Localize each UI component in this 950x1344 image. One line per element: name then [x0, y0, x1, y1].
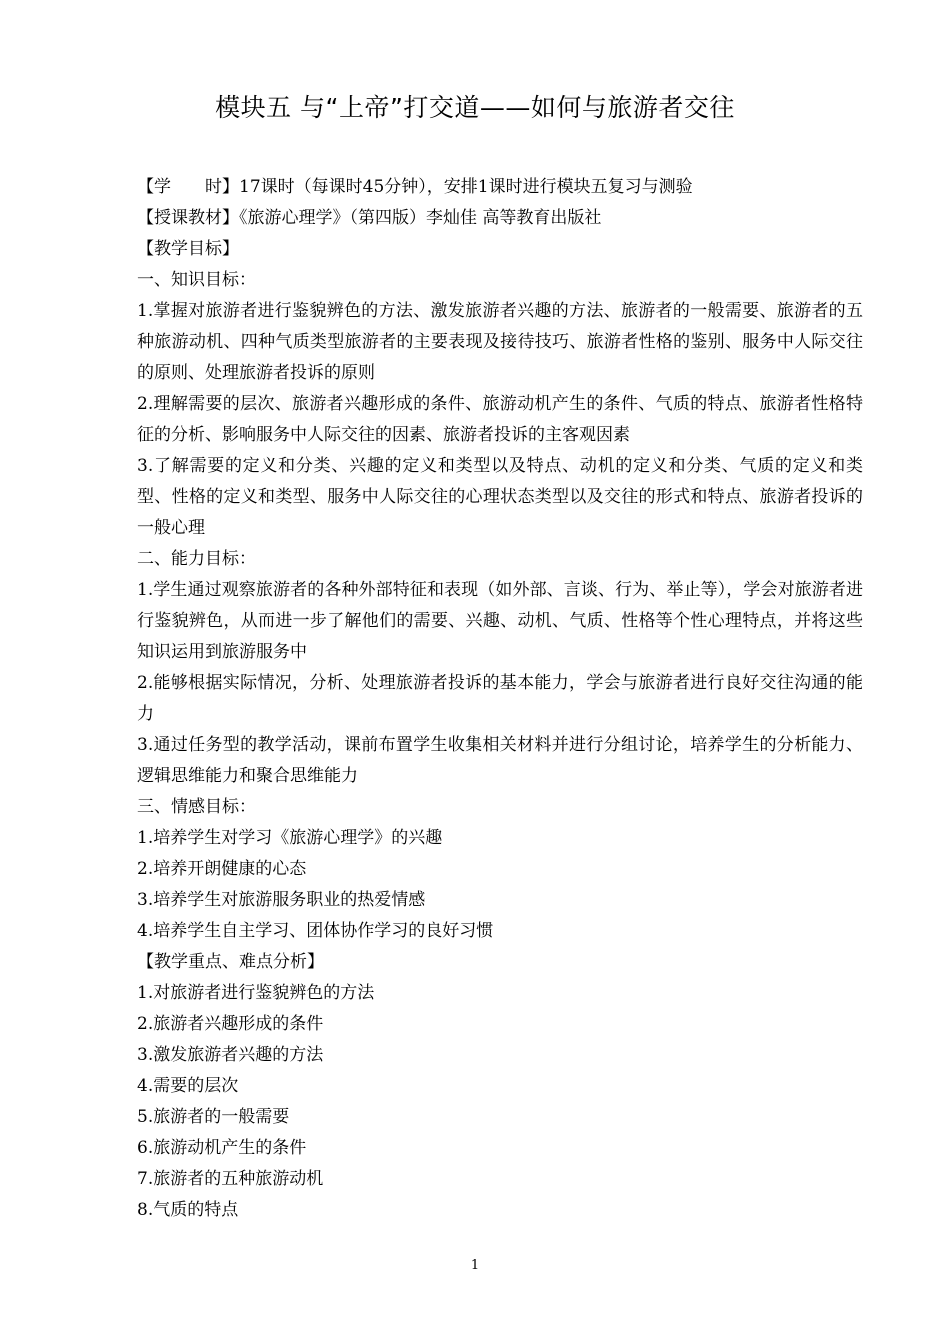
key-point-5: 5.旅游者的一般需要 [137, 1107, 290, 1127]
document-body [137, 172, 863, 1226]
class-hours-line: 【学 时】17课时（每课时45分钟），安排1课时进行模块五复习与测验 [137, 177, 693, 197]
ability-goal-1: 1.学生通过观察旅游者的各种外部特征和表现（如外部、言谈、行为、举止等），学会对旅游者进行鉴貌辨色，从而进一步了解他们的需要、兴趣、动机、气质、性格等个性心理特点，并将这些知识运用到旅游服务中 [137, 580, 863, 662]
knowledge-goal-3: 3.了解需要的定义和分类、兴趣的定义和类型以及特点、动机的定义和分类、气质的定义和类型、性格的定义和类型、服务中人际交往的心理状态类型以及交往的形式和特点、旅游者投诉的一般心理 [137, 456, 863, 538]
subheading-knowledge-goals: 一、知识目标： [137, 270, 256, 290]
key-point-1: 1.对旅游者进行鉴貌辨色的方法 [137, 983, 375, 1003]
page-number: 1 [470, 1258, 480, 1273]
ability-goal-3: 3.通过任务型的教学活动，课前布置学生收集相关材料并进行分组讨论，培养学生的分析能力、逻辑思维能力和聚合思维能力 [137, 735, 863, 786]
subheading-ability-goals: 二、能力目标： [137, 549, 256, 569]
emotion-goal-3: 3.培养学生对旅游服务职业的热爱情感 [137, 890, 426, 910]
emotion-goal-1: 1.培养学生对学习《旅游心理学》的兴趣 [137, 828, 443, 848]
key-point-7: 7.旅游者的五种旅游动机 [137, 1169, 324, 1189]
emotion-goal-4: 4.培养学生自主学习、团体协作学习的良好习惯 [137, 921, 494, 941]
key-point-4: 4.需要的层次 [137, 1076, 239, 1096]
emotion-goal-2: 2.培养开朗健康的心态 [137, 859, 307, 879]
key-point-6: 6.旅游动机产生的条件 [137, 1138, 307, 1158]
textbook-line: 【授课教材】《旅游心理学》（第四版）李灿佳 高等教育出版社 [137, 208, 602, 228]
subheading-emotion-goals: 三、情感目标： [137, 797, 256, 817]
ability-goal-2: 2.能够根据实际情况，分析、处理旅游者投诉的基本能力，学会与旅游者进行良好交往沟通的能力 [137, 673, 863, 724]
key-point-3: 3.激发旅游者兴趣的方法 [137, 1045, 324, 1065]
knowledge-goal-2: 2.理解需要的层次、旅游者兴趣形成的条件、旅游动机产生的条件、气质的特点、旅游者性格特征的分析、影响服务中人际交往的因素、旅游者投诉的主客观因素 [137, 394, 863, 445]
knowledge-goal-1: 1.掌握对旅游者进行鉴貌辨色的方法、激发旅游者兴趣的方法、旅游者的一般需要、旅游者的五种旅游动机、四种气质类型旅游者的主要表现及接待技巧、旅游者性格的鉴别、服务中人际交往的原则、处理旅游者投诉的原则 [137, 301, 863, 383]
document-title: 模块五 与“上帝”打交道——如何与旅游者交往 [215, 93, 735, 122]
key-point-2: 2.旅游者兴趣形成的条件 [137, 1014, 324, 1034]
key-point-8: 8.气质的特点 [137, 1200, 239, 1220]
section-heading-teaching-goals: 【教学目标】 [137, 239, 239, 259]
section-heading-key-points: 【教学重点、难点分析】 [137, 952, 324, 972]
